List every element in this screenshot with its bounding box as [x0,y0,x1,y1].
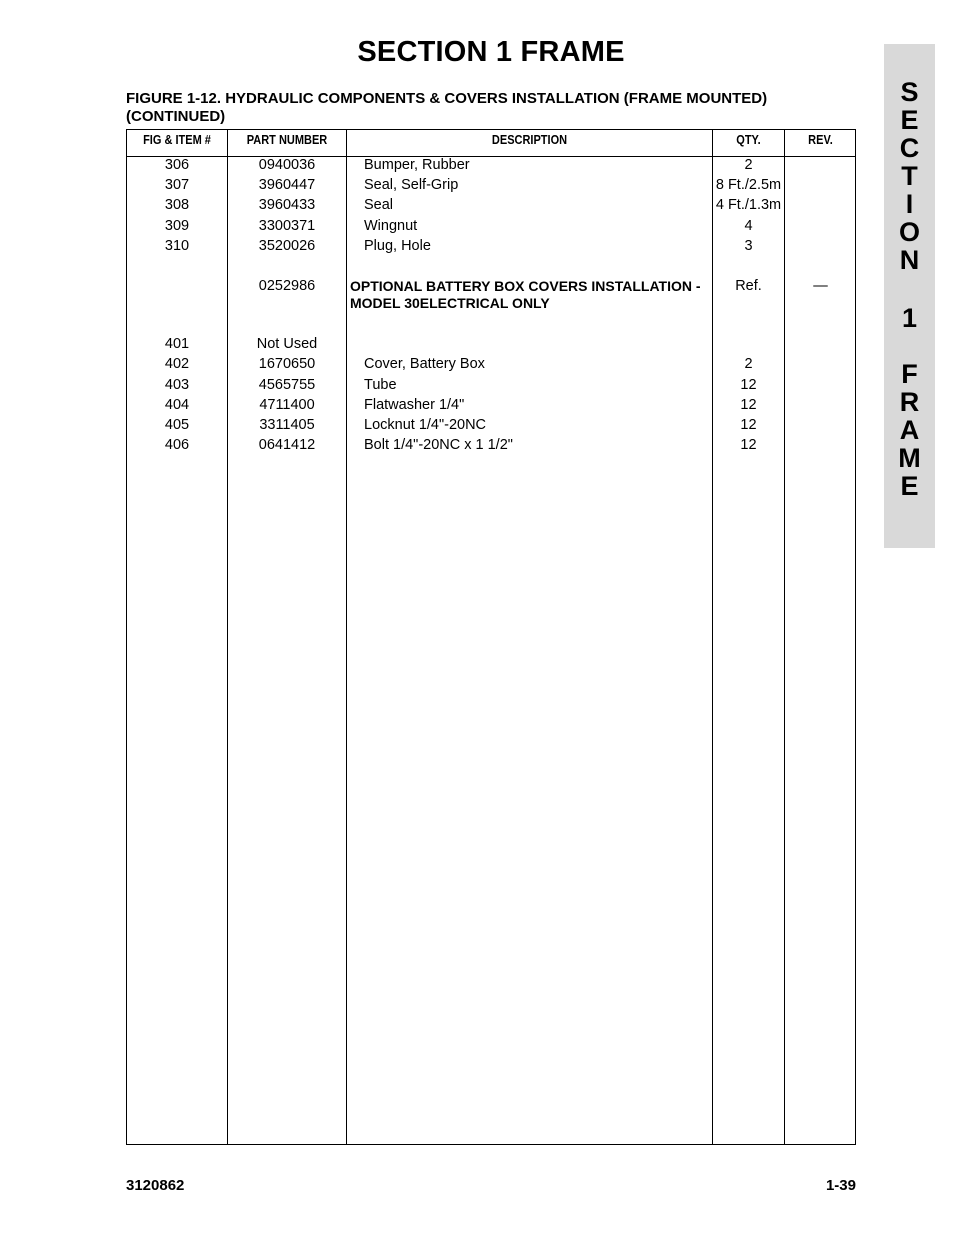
side-tab-letter: M [898,443,921,473]
row-item-number: 307 [164,177,190,193]
row-part-number: 4711400 [259,397,315,413]
row-part-number: 1670650 [258,356,316,372]
row-description: Seal, Self-Grip [364,177,459,193]
row-quantity: 8 Ft./2.5m [715,177,782,193]
side-tab-letter: O [898,217,920,247]
row-quantity: 12 [740,397,757,413]
row-item-number: 401 [164,336,190,352]
header-rev: REV. [808,133,833,147]
row-part-number: 3520026 [258,238,316,254]
row-part-number: 3311405 [259,417,315,433]
side-tab-letter: N [899,245,920,275]
row-item-number: 306 [164,157,190,173]
row-part-number: 3300371 [258,218,316,234]
row-quantity: 2 [744,157,753,173]
doc-number: 3120862 [126,1177,185,1194]
figure-title [126,90,826,126]
row-item-number: 403 [164,377,190,393]
header-qty: QTY. [736,133,761,147]
row-item-number: 402 [164,356,190,372]
side-tab-letter: E [900,105,919,135]
row-part-number: 3960447 [258,177,316,193]
row-quantity: 12 [740,437,757,453]
row-description: OPTIONAL BATTERY BOX COVERS INSTALLATION - MODEL 30ELECTRICAL ONLY [350,278,701,311]
side-tab-letter: E [900,471,919,501]
row-item-number: 310 [164,238,190,254]
row-part-number: Not Used [256,336,318,352]
row-quantity: 2 [744,356,753,372]
row-part-number: 4565755 [258,377,316,393]
row-part-number: 0641412 [258,437,316,453]
row-description: Bolt 1/4"-20NC x 1 1/2" [364,437,513,453]
row-description: Flatwasher 1/4" [364,397,465,413]
side-tab-letter: 1 [901,303,918,333]
row-quantity: 12 [740,417,757,433]
row-part-number: 0252986 [258,278,316,294]
row-part-number: 3960433 [258,197,316,213]
row-revision: — [813,278,828,294]
row-description: Tube [364,377,397,393]
header-description: DESCRIPTION [491,133,568,147]
row-item-number: 308 [164,197,190,213]
side-tab-letter: C [899,133,920,163]
row-item-number: 406 [164,437,190,453]
row-item-number: 309 [164,218,190,234]
row-quantity: 12 [740,377,757,393]
section-side-tab [884,44,935,548]
row-quantity: 4 Ft./1.3m [715,197,782,213]
row-description: Wingnut [364,218,418,234]
row-description: Seal [364,197,394,213]
row-quantity: Ref. [735,278,762,294]
side-tab-letter: T [901,161,918,191]
side-tab-letter: S [900,77,919,107]
row-quantity: 4 [744,218,753,234]
page-number: 1-39 [825,1177,856,1194]
header-item: FIG & ITEM # [143,133,211,147]
row-description: Locknut 1/4"-20NC [364,417,487,433]
side-tab-letter: I [905,189,914,219]
row-description: Plug, Hole [364,238,431,254]
row-item-number: 405 [164,417,190,433]
section-title: SECTION 1 FRAME [357,36,625,68]
figure-title-line2: (CONTINUED) [126,108,226,125]
header-part-number: PART NUMBER [246,133,328,147]
side-tab-letter: R [899,387,920,417]
side-tab-letter: F [901,359,918,389]
side-tab-letter: A [899,415,920,445]
table-divider [346,129,347,1145]
figure-title-line1: FIGURE 1-12. HYDRAULIC COMPONENTS & COVERS INSTALLATION (FRAME MOUNTED) [126,90,768,107]
row-quantity: 3 [744,238,753,254]
row-description: Bumper, Rubber [364,157,470,173]
row-part-number: 0940036 [258,157,316,173]
row-item-number: 404 [164,397,190,413]
row-description: Cover, Battery Box [364,356,485,372]
